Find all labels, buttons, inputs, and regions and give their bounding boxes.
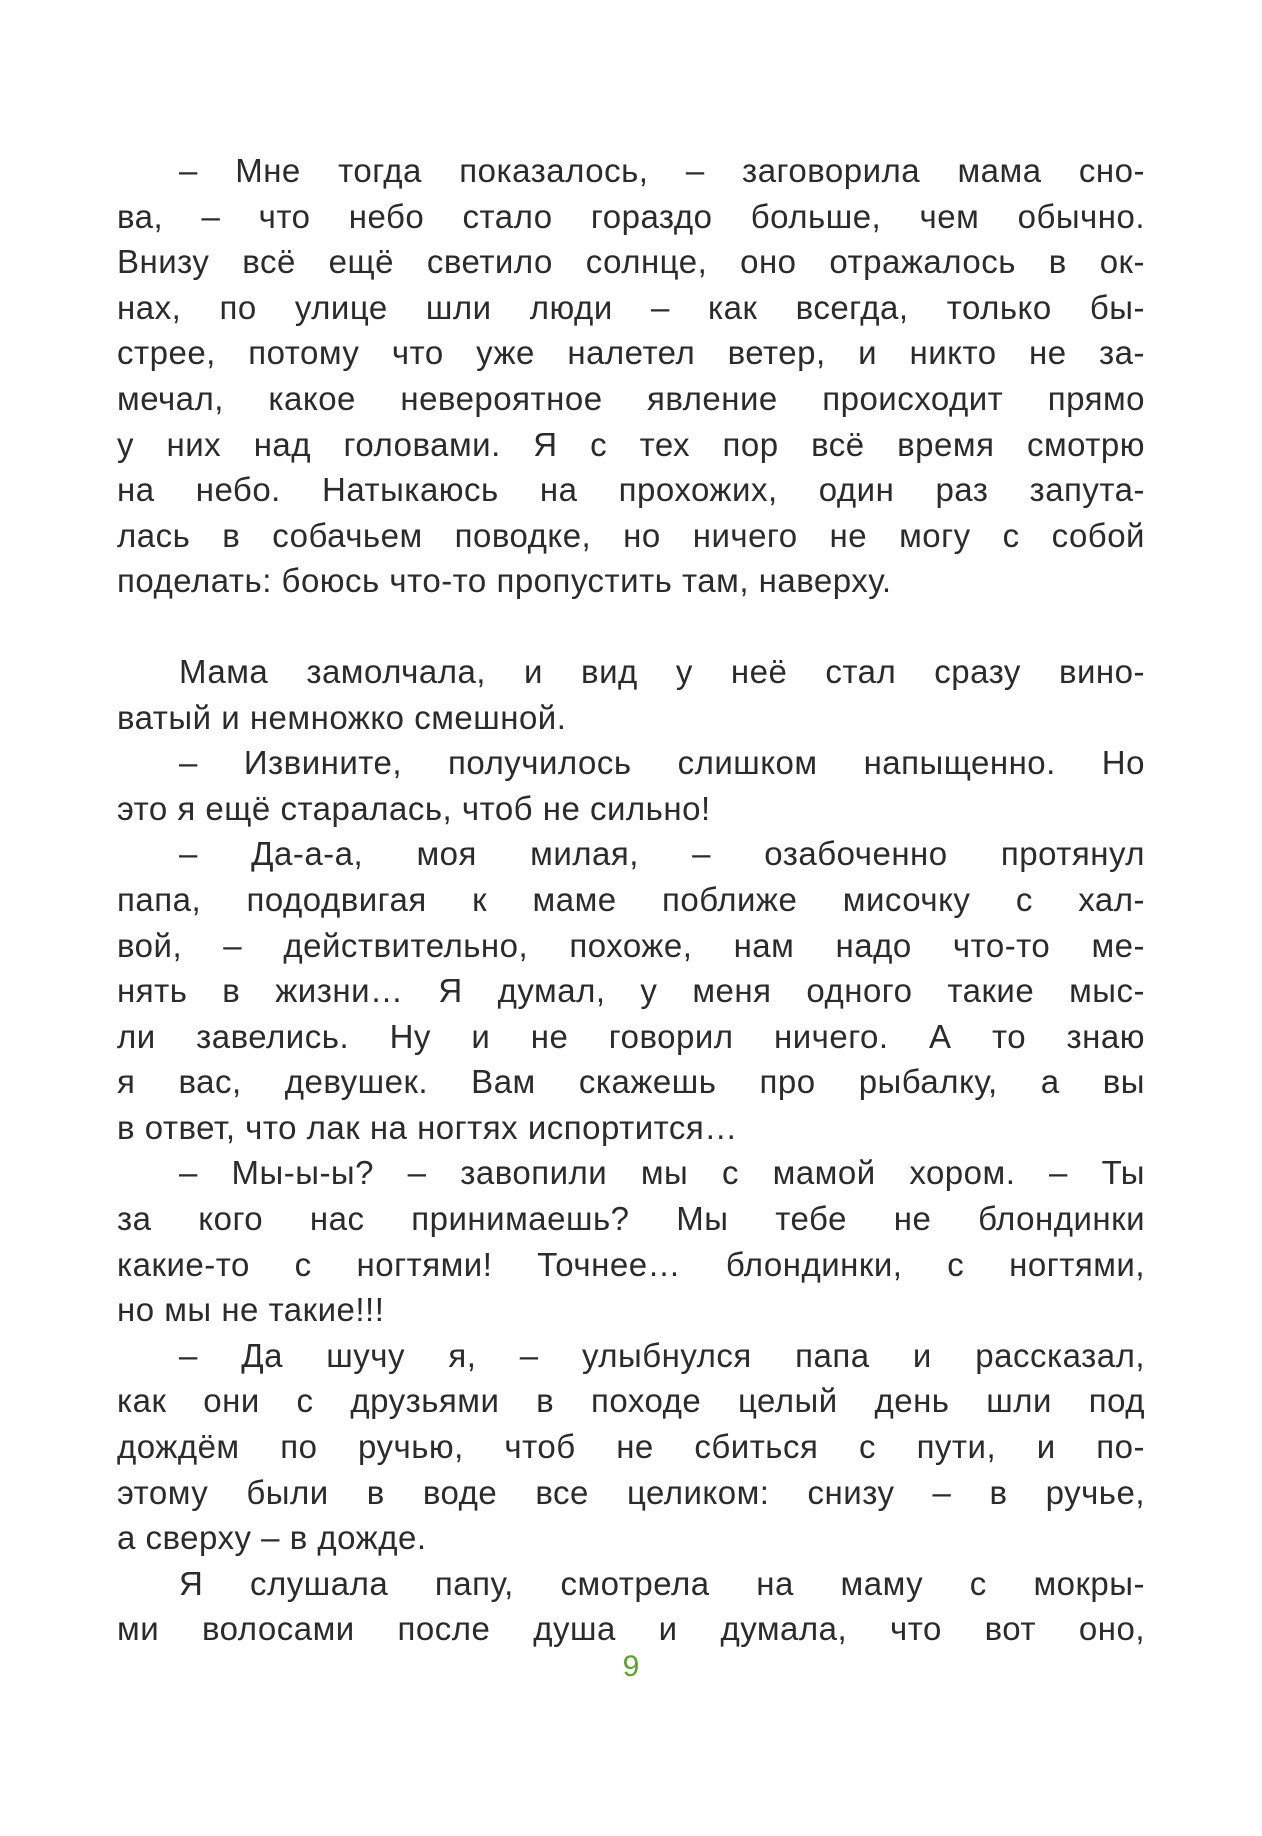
paragraph-2 [117,649,1145,740]
page-number: 9 [622,1650,640,1683]
paragraph-4 [117,831,1145,1150]
text-line: ватый и немножко смешной. [117,698,567,736]
text-line: за кого нас принимаешь? Мы тебе не блондинки [117,1200,1145,1238]
text-line: на небо. Натыкаюсь на прохожих, один раз запута- [117,471,1145,509]
text-line: какие-то с ногтями! Точнее… блондинки, с ногтями, [117,1245,1145,1283]
text-line: Я слушала папу, смотрела на маму с мокры- [179,1564,1145,1602]
paragraph-7 [117,1561,1145,1652]
text-line: этому были в воде все целиком: снизу – в ручье, [117,1473,1145,1511]
text-line: Мама замолчала, и вид у неё стал сразу вино- [179,652,1145,690]
text-line: а сверху – в дожде. [117,1519,427,1557]
text-line: поделать: боюсь что-то пропустить там, наверху. [117,562,892,600]
text-line: папа, пододвигая к маме поближе мисочку с хал- [117,880,1145,918]
paragraph-6 [117,1333,1145,1561]
paragraph-5 [117,1150,1145,1332]
text-line: но мы не такие!!! [117,1291,385,1329]
text-line: нах, по улице шли люди – как всегда, только бы- [117,288,1145,326]
text-line: стрее, потому что уже налетел ветер, и никто не за- [117,334,1145,372]
text-line: у них над головами. Я с тех пор всё время смотрю [117,425,1145,463]
text-line: – Да шучу я, – улыбнулся папа и рассказал, [179,1336,1145,1374]
text-line: ва, – что небо стало гораздо больше, чем обычно. [117,197,1145,235]
text-line: лась в собачьем поводке, но ничего не могу с собой [117,516,1145,554]
text-line: в ответ, что лак на ногтях испортится… [117,1108,738,1146]
text-line: вой, – действительно, похоже, нам надо что-то ме- [117,926,1145,964]
text-line: я вас, девушек. Вам скажешь про рыбалку, а вы [117,1063,1145,1101]
text-line: ми волосами после душа и думала, что вот оно, [117,1610,1145,1648]
text-line: – Мы-ы-ы? – завопили мы с мамой хором. – Ты [179,1154,1145,1192]
paragraph-3 [117,740,1145,831]
text-line: – Да-а-а, моя милая, – озабоченно протянул [179,835,1145,873]
text-line: – Извините, получилось слишком напыщенно. Но [179,744,1145,782]
text-line: ли завелись. Ну и не говорил ничего. А то знаю [117,1017,1145,1055]
book-page-text [117,148,1145,1652]
text-line: это я ещё старалась, чтоб не сильно! [117,789,711,827]
text-line: нять в жизни… Я думал, у меня одного такие мыс- [117,972,1145,1010]
text-line: как они с друзьями в походе целый день шли под [117,1382,1145,1420]
text-line: Внизу всё ещё светило солнце, оно отражалось в ок- [117,243,1145,281]
section-break [117,604,1145,649]
text-line: мечал, какое невероятное явление происходит прямо [117,379,1145,417]
text-line: дождём по ручью, чтоб не сбиться с пути, и по- [117,1428,1145,1466]
text-line: – Мне тогда показалось, – заговорила мама сно- [179,152,1145,189]
paragraph-1 [117,148,1145,604]
